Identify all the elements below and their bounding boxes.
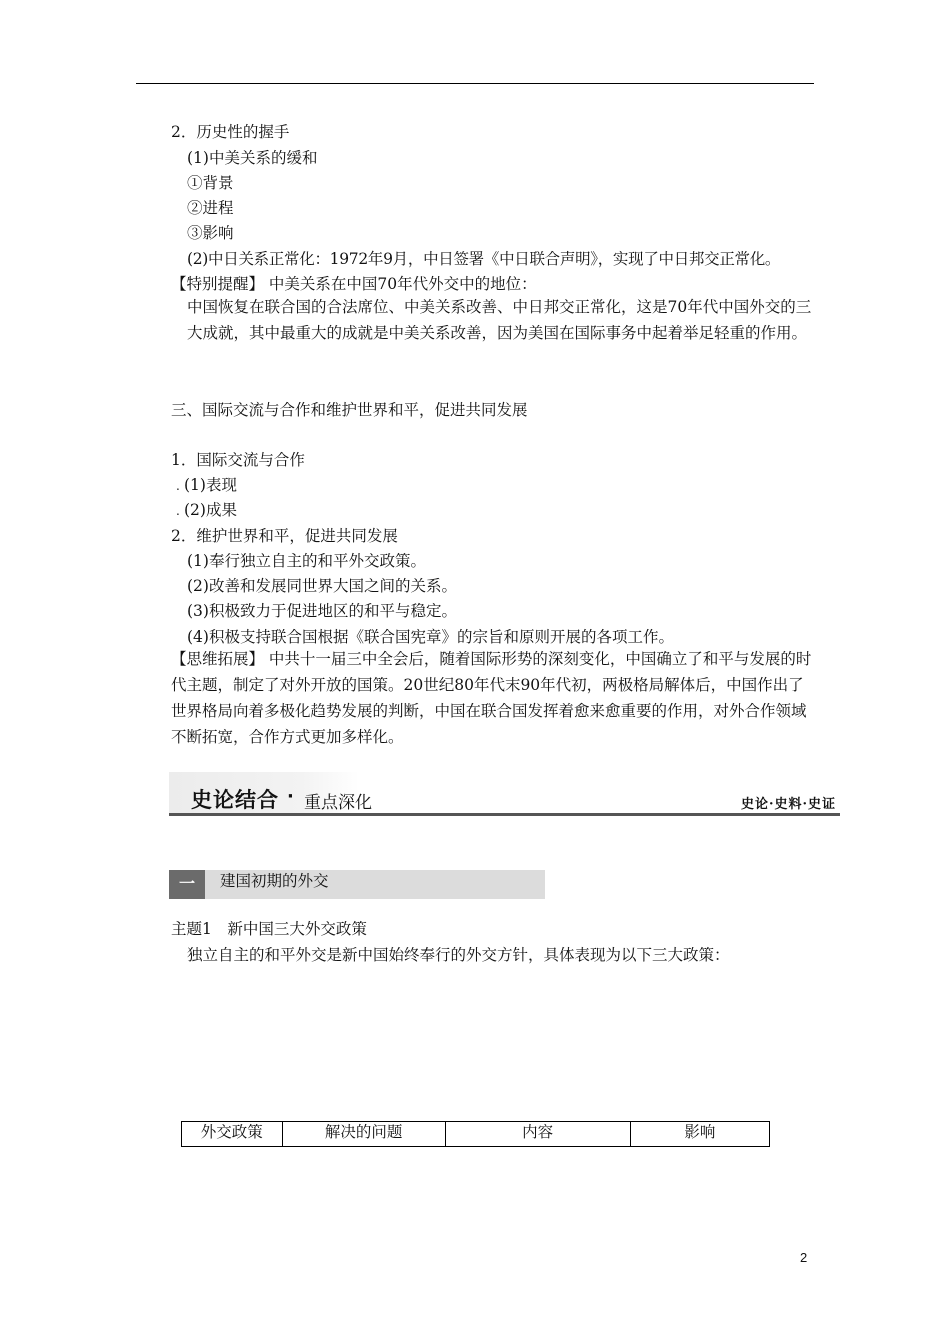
thinking-extension-paragraph: 【思维拓展】 中共十一届三中全会后，随着国际形势的深刻变化，中国确立了和平与发展的时代主题，制定了对外开放的国策。20世纪80年代末90年代初，两极格局解体后，中国作出了世界格局向着多极化趋势发展的判断，中国在联合国发挥着愈来愈重要的作用，对外合作领域不断拓宽，合作方式更加多样化。 [171,650,812,746]
item-process: ②进程 [187,199,234,217]
list-marker: . [176,504,180,518]
table-header-row [182,1122,770,1147]
heading-historic-handshake: 2．历史性的握手 [171,123,290,141]
peace-item-2: (2)改善和发展同世界大国之间的关系。 [187,577,457,595]
table-header-cell: 解决的问题 [282,1122,445,1147]
banner-subtitle: 重点深化 [304,793,372,813]
subheading-sino-us-easing: (1)中美关系的缓和 [187,149,318,167]
item-achievements: (2)成果 [184,501,237,519]
table-header-cell: 内容 [445,1122,630,1147]
item-impact: ③影响 [187,224,234,242]
policy-table [181,1121,770,1147]
banner-title: 史论结合 [191,788,279,812]
page-number: 2 [800,1250,808,1265]
topic-label: 主题1 新中国三大外交政策 [171,920,367,938]
heading-exchange-cooperation: 1．国际交流与合作 [171,451,305,469]
heading-maintain-peace: 2．维护世界和平，促进共同发展 [171,527,398,545]
peace-item-4: (4)积极支持联合国根据《联合国宪章》的宗旨和原则开展的各项工作。 [187,628,674,646]
peace-item-1: (1)奉行独立自主的和平外交政策。 [187,552,426,570]
item-manifestation: (1)表现 [184,476,237,494]
banner-separator: · [287,786,294,807]
item-background: ①背景 [187,174,234,192]
section-banner [169,772,840,818]
section-three-heading: 三、国际交流与合作和维护世界和平，促进共同发展 [171,401,528,419]
banner-right-label: 史论·史料·史证 [740,797,836,812]
list-marker: . [176,479,180,493]
section-title: 建国初期的外交 [220,872,329,890]
reminder-paragraph: 中国恢复在联合国的合法席位、中美关系改善、中日邦交正常化，这是70年代中国外交的三大成就，其中最重大的成就是中美关系改善，因为美国在国际事务中起着举足轻重的作用。 [187,298,812,342]
special-reminder: 【特别提醒】 中美关系在中国70年代外交中的地位： [171,275,537,293]
table-header-cell: 影响 [630,1122,769,1147]
topic-intro: 独立自主的和平外交是新中国始终奉行的外交方针，具体表现为以下三大政策： [187,946,730,964]
table-header-cell: 外交政策 [182,1122,283,1147]
section-number: 一 [169,870,205,899]
peace-item-3: (3)积极致力于促进地区的和平与稳定。 [187,602,457,620]
section-heading-bar [169,870,545,899]
banner-underline [169,813,840,816]
sino-japan-normalization: (2)中日关系正常化：1972年9月，中日签署《中日联合声明》，实现了中日邦交正常化。 [187,250,781,268]
header-rule [136,83,814,84]
